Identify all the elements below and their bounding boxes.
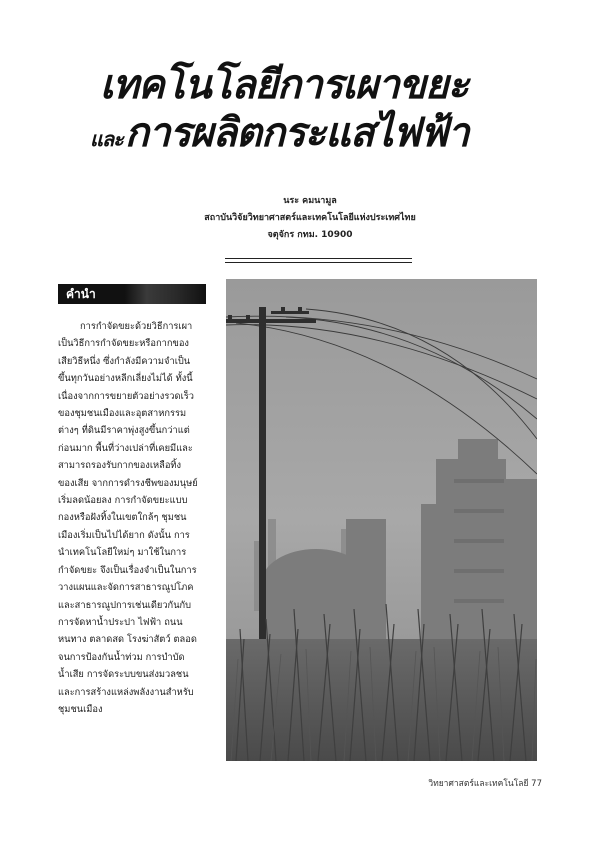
body-line: เป็นวิธีการกำจัดขยะหรือกากของ — [58, 338, 189, 350]
body-line: วางแผนและจัดการสาธารณูปโภค — [58, 582, 194, 594]
article-title — [90, 62, 570, 164]
byline — [180, 193, 440, 244]
body-line: ของชุมชนเมืองและอุตสาหกรรม — [58, 408, 187, 420]
body-line: เนื่องจากการขยายตัวอย่างรวดเร็ว — [58, 390, 194, 402]
body-line: เมืองเริ่มเป็นไปได้ยาก ดังนั้น การ — [58, 529, 190, 541]
author-name: นระ คมนามูล — [283, 196, 337, 206]
body-line: และสาธารณูปการเช่นเดียวกันกับ — [58, 599, 192, 611]
title-line-2 — [90, 108, 570, 164]
body-line: การจัดหาน้ำประปา ไฟฟ้า ถนน — [58, 616, 183, 628]
title-line-2-prefix: และ — [90, 127, 123, 151]
page-footer: วิทยาศาสตร์และเทคโนโลยี 77 — [428, 779, 542, 789]
body-line: และการสร้างแหล่งพลังงานสำหรับ — [58, 686, 194, 698]
author-affiliation: สถาบันวิจัยวิทยาศาสตร์และเทคโนโลยีแห่งประเทศไทย — [204, 213, 416, 223]
body-line: นำเทคโนโลยีใหม่ๆ มาใช้ในการ — [58, 547, 187, 559]
divider-rule-bottom — [225, 262, 412, 263]
body-line: เสียวิธีหนึ่ง ซึ่งกำลังมีความจำเป็น — [58, 355, 191, 367]
section-heading: คำนำ — [58, 284, 206, 304]
body-line: น้ำเสีย การจัดระบบขนส่งมวลชน — [58, 669, 189, 681]
body-line: ชุมชนเมือง — [58, 703, 103, 715]
power-lines-photo — [226, 279, 537, 761]
body-line: ต่างๆ ที่ดินมีราคาพุ่งสูงขึ้นกว่าแต่ — [58, 425, 190, 437]
body-line: สามารถรองรับกากของเหลือทิ้ง — [58, 460, 182, 472]
body-line: จนการป้องกันน้ำท่วม การบำบัด — [58, 651, 185, 663]
body-line: ขึ้นทุกวันอย่างหลีกเลี่ยงไม่ได้ ทั้งนี้ — [58, 373, 193, 385]
author-address: จตุจักร กทม. 10900 — [267, 230, 353, 240]
divider-rule-top — [225, 258, 412, 259]
title-line-1: เทคโนโลยีการเผาขยะ — [100, 62, 469, 108]
photo-illustration — [226, 279, 537, 761]
body-paragraph — [58, 318, 214, 718]
body-line: กองหรือฝังทิ้งในเขตใกล้ๆ ชุมชน — [58, 512, 187, 524]
body-line: เริ่มลดน้อยลง การกำจัดขยะแบบ — [58, 495, 188, 507]
body-line: ก่อนมาก พื้นที่ว่างเปล่าที่เคยมีและ — [58, 442, 193, 454]
body-line: ของเสีย จากการดำรงชีพของมนุษย์ — [58, 477, 198, 489]
body-line: กำจัดขยะ จึงเป็นเรื่องจำเป็นในการ — [58, 564, 197, 576]
body-line: การกำจัดขยะด้วยวิธีการเผา — [80, 321, 193, 332]
body-line: หนทาง ตลาดสด โรงฆ่าสัตว์ ตลอด — [58, 634, 197, 646]
title-line-2-main: การผลิตกระแสไฟฟ้า — [124, 110, 469, 156]
